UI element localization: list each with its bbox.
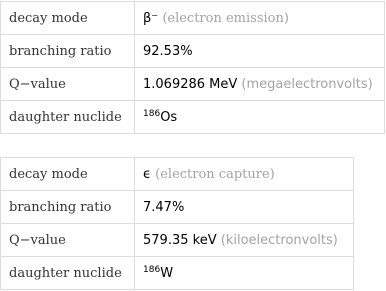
table-row <box>1 158 354 191</box>
q-value-unit: keV <box>192 232 217 248</box>
decay-mode-note: (electron emission) <box>162 10 289 26</box>
q-value-unit-name: (megaelectronvolts) <box>241 76 373 92</box>
decay-mode-value <box>135 2 385 35</box>
decay-symbol: β⁻ <box>143 10 159 26</box>
table-row <box>1 224 354 257</box>
row-label: Q−value <box>1 224 135 257</box>
table-row <box>1 68 385 101</box>
row-label: decay mode <box>1 158 135 191</box>
table-row <box>1 35 385 68</box>
element-symbol: Os <box>160 109 178 125</box>
row-label: daughter nuclide <box>1 101 135 134</box>
table-row <box>1 257 354 290</box>
table-row <box>1 101 385 134</box>
element-symbol: W <box>160 265 174 281</box>
q-value-number: 1.069286 <box>143 76 206 92</box>
q-value-unit: MeV <box>209 76 238 92</box>
decay-symbol: ϵ <box>143 166 151 182</box>
q-value <box>135 224 354 257</box>
branching-ratio-value: 7.47% <box>135 191 354 224</box>
decay-mode-value <box>135 158 354 191</box>
table-row <box>1 191 354 224</box>
mass-number: 186 <box>143 108 161 119</box>
row-label: decay mode <box>1 2 135 35</box>
row-label: Q−value <box>1 68 135 101</box>
q-value-number: 579.35 <box>143 232 189 248</box>
table-row <box>1 2 385 35</box>
daughter-nuclide-value <box>135 257 354 290</box>
decay-table-1 <box>0 1 385 134</box>
row-label: branching ratio <box>1 35 135 68</box>
q-value-unit-name: (kiloelectronvolts) <box>220 232 338 248</box>
row-label: branching ratio <box>1 191 135 224</box>
branching-ratio-value: 92.53% <box>135 35 385 68</box>
decay-table-2 <box>0 157 354 290</box>
mass-number: 186 <box>143 264 161 275</box>
decay-mode-note: (electron capture) <box>155 166 275 182</box>
daughter-nuclide-value <box>135 101 385 134</box>
row-label: daughter nuclide <box>1 257 135 290</box>
q-value <box>135 68 385 101</box>
